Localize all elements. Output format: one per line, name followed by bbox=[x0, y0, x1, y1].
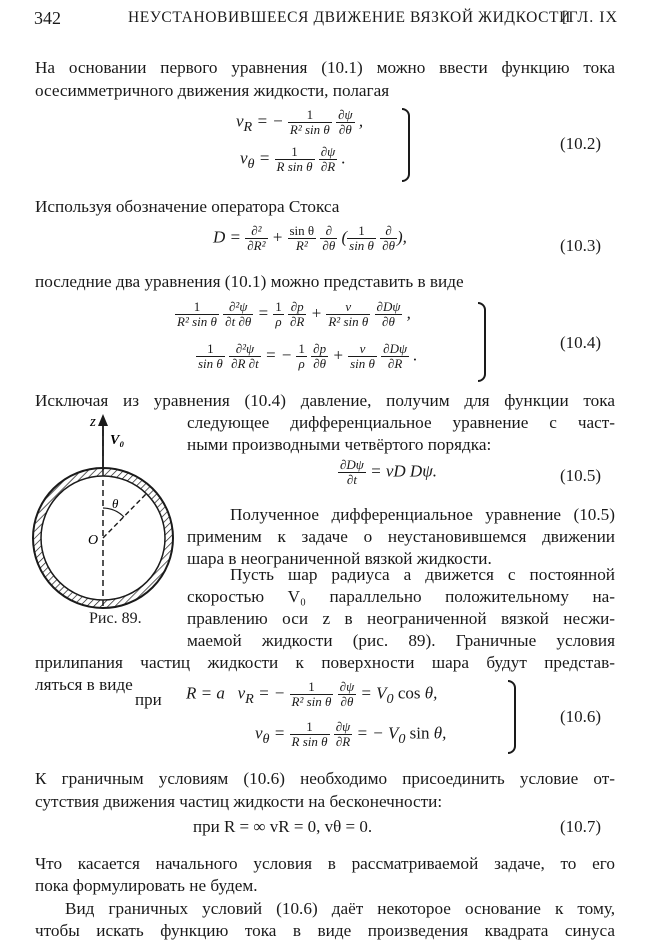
axis-z-label: z bbox=[90, 414, 96, 430]
equation-number: (10.5) bbox=[560, 466, 602, 485]
running-title: НЕУСТАНОВИВШЕЕСЯ ДВИЖЕНИЕ ВЯЗКОЙ ЖИДКОСТИ bbox=[128, 9, 571, 26]
equation-number: (10.7) bbox=[560, 817, 602, 836]
equation-10-4-line2: $\frac{1}{\text{sin θ}}$ $\frac{\text{∂²ψ}}{\partial R \partial t}$ = − $\frac{1}{\rho}$ $\frac{\partial p}{\partial\theta}$ + $\frac{\nu}{\text{sin θ}}$ $\frac{\partial D\psi}{\partial R}$ . bbox=[198, 341, 418, 372]
equation-10-6-line1: R = a $v_R$ = − $\frac{1}{\text{R² sin θ}}$ $\frac{\partial\psi}{\partial\theta}$ = $V_0$ cos θ, bbox=[186, 679, 438, 710]
paragraph-line: К граничным условиям (10.6) необходимо присоединить условие от- bbox=[35, 769, 615, 788]
paragraph-line: чтобы искать функцию тока в виде произведения квадрата синуса bbox=[35, 921, 615, 940]
paragraph-line: последние два уравнения (10.1) можно представить в виде bbox=[35, 272, 464, 291]
figure-caption: Рис. 89. bbox=[89, 610, 142, 627]
equation-number: (10.4) bbox=[560, 333, 602, 352]
equation-10-5: $\frac{\partial D\psi}{\partial t}$ = νD Dψ. bbox=[340, 457, 438, 488]
paragraph-line: ными производными четвёртого порядка: bbox=[187, 435, 492, 454]
paragraph-line: шара в неограниченной вязкой жидкости. bbox=[187, 549, 492, 568]
paragraph-line: скоростью V₀ параллельно положительному на- bbox=[187, 587, 615, 606]
equation-10-6-pri: при bbox=[135, 690, 162, 709]
figure-89-sphere bbox=[28, 410, 183, 610]
paragraph-line: следующее дифференциальное уравнение с част- bbox=[187, 413, 615, 432]
paragraph-line: Исключая из уравнения (10.4) давление, получим для функции тока bbox=[35, 391, 615, 410]
paragraph-line: маемой жидкости (рис. 89). Граничные условия bbox=[187, 631, 615, 650]
paragraph-line: правлению оси z в неограниченной вязкой несжи- bbox=[187, 609, 615, 628]
chapter-label: [ГЛ. IX bbox=[562, 9, 619, 26]
paragraph-line: пока формулировать не будем. bbox=[35, 876, 258, 895]
equation-number: (10.3) bbox=[560, 236, 602, 255]
paragraph-line: Вид граничных условий (10.6) даёт некоторое основание к тому, bbox=[65, 899, 615, 918]
paragraph-line: применим к задаче о неустановившемся движении bbox=[187, 527, 615, 546]
equation-brace bbox=[478, 302, 486, 382]
equation-10-2-line1: $v_R$ = − $\frac{1}{\text{R² sin θ}}$ $\frac{\partial\psi}{\partial\theta}$ , bbox=[236, 107, 364, 138]
equation-10-6-line2: $v_\theta$ = $\frac{1}{\text{R sin θ}}$ $\frac{\partial\psi}{\partial R}$ = − $V_0$ sin θ, bbox=[255, 719, 447, 750]
paragraph-line: Полученное дифференциальное уравнение (10.5) bbox=[230, 505, 615, 524]
paragraph-line: Пусть шар радиуса a движется с постоянной bbox=[230, 565, 615, 584]
equation-10-7: при R = ∞ vR = 0, vθ = 0. bbox=[193, 817, 373, 836]
equation-brace bbox=[508, 680, 516, 754]
equation-10-3: D = $\frac{\text{∂²}}{\text{∂R²}}$ + $\frac{\text{sin θ}}{\text{R²}}$ $\frac{\partial}{\partial\theta}$ ( $\frac{1}{\text{sin θ}}$ $\frac{\partial}{\partial\theta}$ ), bbox=[213, 223, 407, 254]
paragraph-line: На основании первого уравнения (10.1) можно ввести функцию тока bbox=[35, 58, 615, 77]
page-number: 342 bbox=[34, 8, 61, 28]
paragraph-line: прилипания частиц жидкости к поверхности шара будут представ- bbox=[35, 653, 615, 672]
equation-number: (10.2) bbox=[560, 134, 602, 153]
paragraph-line: сутствия движения частиц жидкости на бесконечности: bbox=[35, 792, 443, 811]
equation-brace bbox=[402, 108, 410, 182]
paragraph-line: Используя обозначение оператора Стокса bbox=[35, 197, 340, 216]
velocity-label: V₀ bbox=[110, 433, 125, 448]
angle-theta-label: θ bbox=[112, 496, 119, 511]
equation-number: (10.6) bbox=[560, 707, 602, 726]
paragraph-line: осесимметричного движения жидкости, полагая bbox=[35, 81, 390, 100]
paragraph-line: ляться в виде bbox=[35, 675, 133, 694]
equation-10-2-line2: $v_\theta$ = $\frac{1}{\text{R sin θ}}$ $\frac{\partial\psi}{\partial R}$ . bbox=[240, 144, 346, 175]
paragraph-line: Что касается начального условия в рассматриваемой задаче, то его bbox=[35, 854, 615, 873]
origin-label: O bbox=[88, 533, 99, 548]
equation-10-4-line1: $\frac{1}{\text{R² sin θ}}$ $\frac{\text{∂²ψ}}{\partial t \partial\theta}$ = $\frac{1}{\rho}$ $\frac{\partial p}{\partial R}$ + $\frac{\nu}{\text{R² sin θ}}$ $\frac{\partial D\psi}{\partial\theta}$ , bbox=[177, 299, 411, 330]
